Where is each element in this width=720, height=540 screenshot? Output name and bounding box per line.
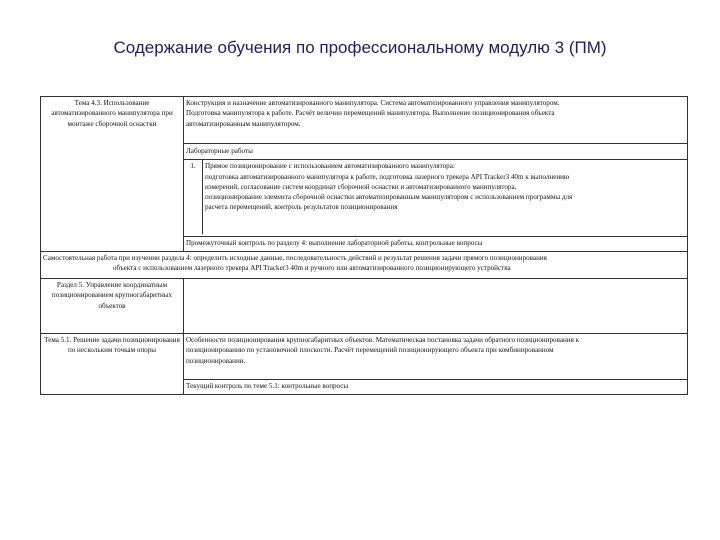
lab-line: подготовка автоматизированного манипулятора к работе, подготовка лазерного трекера API Tracker3 40m к выполнению: [205, 172, 570, 181]
table-row: [41, 334, 688, 380]
topic-5-1-content: [184, 334, 688, 380]
table-row: [41, 97, 688, 144]
topic-4-3-content: [184, 97, 688, 144]
topic-5-1-title: Тема 5.1. Решение задачи позиционирования по нескольким точкам опоры: [41, 334, 184, 395]
lab-line: измерений, согласование систем координат сборочной оснастки и автоматизированного манипулятора,: [205, 182, 517, 191]
lab-line: Прямое позиционирование с использованием автоматизированного манипулятора:: [205, 162, 455, 171]
labs-cell: [184, 144, 688, 237]
content-line: Конструкция и назначение автоматизированного манипулятора. Система автоматизированного управления манипулятором.: [186, 99, 560, 107]
page-title: Содержание обучения по профессиональному модулю 3 (ПМ): [113, 38, 607, 57]
lab-line: позиционирование элемента сборочной оснастки автоматизированным манипулятором с использованием программы для: [205, 193, 573, 202]
lab-description: [203, 160, 688, 235]
topic-4-3-title: Тема 4.3. Использование автоматизированного манипулятора при монтаже сборочной оснастки: [41, 97, 184, 252]
content-line: автоматизированным манипулятором.: [186, 119, 301, 128]
lab-line: расчета перемещений, контроль результатов позиционирования: [205, 203, 398, 212]
content-line: Подготовка манипулятора к работе. Расчёт величин перемещений манипулятора. Выполнение позиционирования объекта: [186, 109, 555, 118]
lab-row: [184, 160, 687, 235]
independent-work-line: Самостоятельная работа при изучении раздела 4: определить исходные данные, последовательность действий и результат решения задачи прямого позиционирования: [43, 254, 547, 262]
content-line: позиционированию по установочной плоскости. Расчёт перемещений позиционирующего объекта при комбинированном: [186, 346, 554, 355]
independent-work-line: объекта с использованием лазерного трекера API Tracker3 40m и ручного или автоматизированного позиционирующего устройства: [113, 264, 511, 273]
section-5-title: Раздел 5. Управление координатным позиционированием крупногабаритных объектов: [41, 279, 184, 334]
section-5-content: [184, 279, 688, 334]
content-line: позиционировании.: [186, 356, 246, 365]
lab-number: 1.: [184, 160, 203, 235]
labs-header: Лабораторные работы: [186, 147, 253, 155]
content-line: Особенности позиционирования крупногабаритных объектов. Математическая постановка задачи обратного позиционирования к: [186, 336, 580, 344]
independent-work: [41, 252, 688, 279]
table-row: [41, 252, 688, 279]
interim-control: Промежуточный контроль по разделу 4: выполнение лабораторной работы, контрольные вопросы: [184, 237, 688, 252]
labs-table: [184, 159, 687, 234]
curriculum-table: [40, 96, 688, 395]
current-control: Текущий контроль по теме 5.1: контрольные вопросы: [184, 379, 688, 394]
table-row: [41, 279, 688, 334]
